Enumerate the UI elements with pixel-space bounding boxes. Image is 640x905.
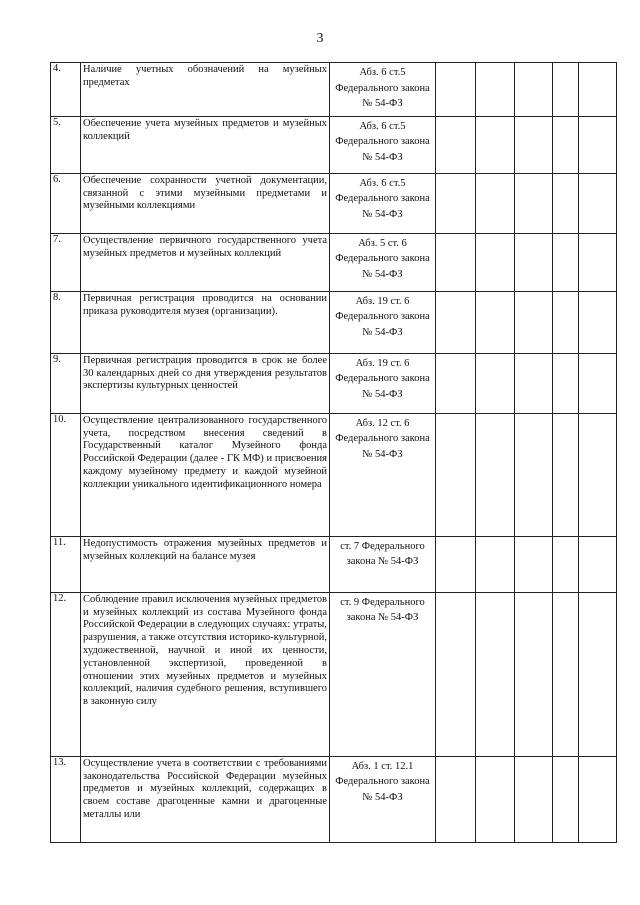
empty-cell bbox=[579, 116, 617, 173]
empty-cell bbox=[579, 233, 617, 291]
empty-cell bbox=[476, 536, 515, 592]
empty-cell bbox=[476, 592, 515, 756]
requirement-text: Осуществление первичного государственного учета музейных предметов и музейных коллекций bbox=[81, 233, 330, 291]
empty-cell bbox=[579, 413, 617, 536]
empty-cell bbox=[436, 413, 476, 536]
legal-reference: Абз. 19 ст. 6 Федерального закона № 54-ФЗ bbox=[330, 291, 436, 353]
requirement-text: Осуществление учета в соответствии с требованиями законодательства Российской Федерации музейных предметов и музейных коллекций, содержащих в своем составе драгоценные камни и драгоценные металлы или bbox=[81, 756, 330, 842]
empty-cell bbox=[436, 173, 476, 233]
requirement-text: Обеспечение учета музейных предметов и музейных коллекций bbox=[81, 116, 330, 173]
row-number: 10. bbox=[51, 413, 81, 536]
empty-cell bbox=[515, 413, 553, 536]
empty-cell bbox=[553, 63, 579, 117]
legal-reference: Абз. 19 ст. 6 Федерального закона № 54-ФЗ bbox=[330, 353, 436, 413]
empty-cell bbox=[553, 413, 579, 536]
empty-cell bbox=[476, 353, 515, 413]
legal-reference: Абз. 6 ст.5 Федерального закона № 54-ФЗ bbox=[330, 63, 436, 117]
legal-reference: ст. 9 Федерального закона № 54-ФЗ bbox=[330, 592, 436, 756]
table-row bbox=[51, 592, 617, 756]
empty-cell bbox=[476, 173, 515, 233]
row-number: 13. bbox=[51, 756, 81, 842]
empty-cell bbox=[515, 353, 553, 413]
empty-cell bbox=[476, 291, 515, 353]
row-number: 12. bbox=[51, 592, 81, 756]
row-number: 11. bbox=[51, 536, 81, 592]
empty-cell bbox=[476, 756, 515, 842]
row-number: 9. bbox=[51, 353, 81, 413]
legal-reference: Абз. 1 ст. 12.1 Федерального закона № 54-ФЗ bbox=[330, 756, 436, 842]
empty-cell bbox=[553, 173, 579, 233]
table-row bbox=[51, 353, 617, 413]
requirement-text: Соблюдение правил исключения музейных предметов и музейных коллекций из состава Музейного фонда Российской Федерации в следующих случаях: утраты, разрушения, а также отсутствия историко-культурной, художественной, научной и иной их ценности, установленной экспертизой, проведенной в отношении этих музейных предметов и музейных коллекций, наличия судебного решения, вступившего в законную силу bbox=[81, 592, 330, 756]
legal-reference: Абз. 6 ст.5 Федерального закона № 54-ФЗ bbox=[330, 173, 436, 233]
empty-cell bbox=[553, 536, 579, 592]
empty-cell bbox=[579, 592, 617, 756]
legal-reference: ст. 7 Федерального закона № 54-ФЗ bbox=[330, 536, 436, 592]
row-number: 5. bbox=[51, 116, 81, 173]
empty-cell bbox=[515, 173, 553, 233]
empty-cell bbox=[553, 116, 579, 173]
empty-cell bbox=[553, 291, 579, 353]
requirement-text: Первичная регистрация проводится в срок не более 30 календарных дней со дня утверждения результатов экспертизы культурных ценностей bbox=[81, 353, 330, 413]
checklist-table bbox=[50, 62, 617, 843]
empty-cell bbox=[515, 233, 553, 291]
row-number: 7. bbox=[51, 233, 81, 291]
empty-cell bbox=[515, 291, 553, 353]
empty-cell bbox=[476, 63, 515, 117]
empty-cell bbox=[436, 592, 476, 756]
table-row bbox=[51, 291, 617, 353]
empty-cell bbox=[553, 756, 579, 842]
empty-cell bbox=[515, 116, 553, 173]
empty-cell bbox=[553, 233, 579, 291]
requirement-text: Наличие учетных обозначений на музейных предметах bbox=[81, 63, 330, 117]
empty-cell bbox=[553, 353, 579, 413]
row-number: 6. bbox=[51, 173, 81, 233]
empty-cell bbox=[436, 233, 476, 291]
table-row bbox=[51, 63, 617, 117]
table-row bbox=[51, 413, 617, 536]
row-number: 8. bbox=[51, 291, 81, 353]
requirement-text: Недопустимость отражения музейных предметов и музейных коллекций на балансе музея bbox=[81, 536, 330, 592]
table-row bbox=[51, 173, 617, 233]
empty-cell bbox=[436, 291, 476, 353]
table-row bbox=[51, 536, 617, 592]
table-row bbox=[51, 756, 617, 842]
page-number: 3 bbox=[316, 31, 324, 46]
empty-cell bbox=[436, 63, 476, 117]
empty-cell bbox=[476, 233, 515, 291]
requirement-text: Обеспечение сохранности учетной документации, связанной с этими музейными предметами и музейными коллекциями bbox=[81, 173, 330, 233]
empty-cell bbox=[579, 353, 617, 413]
requirement-text: Осуществление централизованного государственного учета, посредством внесения сведений в Государственный каталог Музейного фонда Российской Федерации (далее - ГК МФ) и присвоения каждому музейному предмету и каждой музейной коллекции уникального идентификационного номера bbox=[81, 413, 330, 536]
row-number: 4. bbox=[51, 63, 81, 117]
legal-reference: Абз. 12 ст. 6 Федерального закона № 54-ФЗ bbox=[330, 413, 436, 536]
empty-cell bbox=[476, 116, 515, 173]
empty-cell bbox=[579, 173, 617, 233]
empty-cell bbox=[436, 756, 476, 842]
table-row bbox=[51, 233, 617, 291]
requirement-text: Первичная регистрация проводится на основании приказа руководителя музея (организации). bbox=[81, 291, 330, 353]
empty-cell bbox=[515, 756, 553, 842]
legal-reference: Абз. 6 ст.5 Федерального закона № 54-ФЗ bbox=[330, 116, 436, 173]
empty-cell bbox=[515, 63, 553, 117]
empty-cell bbox=[579, 536, 617, 592]
empty-cell bbox=[436, 353, 476, 413]
empty-cell bbox=[515, 536, 553, 592]
legal-reference: Абз. 5 ст. 6 Федерального закона № 54-ФЗ bbox=[330, 233, 436, 291]
empty-cell bbox=[579, 756, 617, 842]
empty-cell bbox=[553, 592, 579, 756]
empty-cell bbox=[436, 536, 476, 592]
empty-cell bbox=[515, 592, 553, 756]
empty-cell bbox=[579, 63, 617, 117]
empty-cell bbox=[476, 413, 515, 536]
empty-cell bbox=[436, 116, 476, 173]
table-row bbox=[51, 116, 617, 173]
empty-cell bbox=[579, 291, 617, 353]
